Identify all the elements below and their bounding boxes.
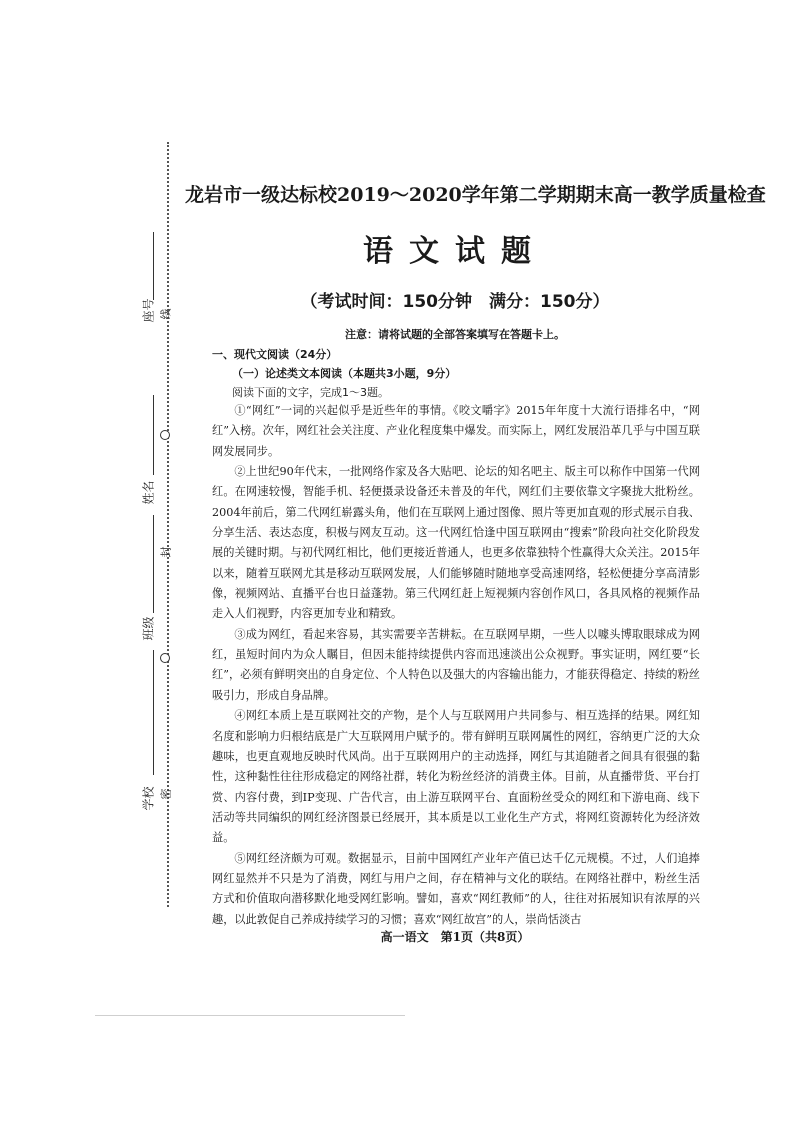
close-mark: 密	[159, 788, 173, 800]
name-label: 姓名	[141, 480, 156, 505]
scan-artifact-line	[95, 1015, 405, 1016]
subject-title: 语文试题	[363, 234, 547, 269]
notice: 注意：请将试题的全部答案填写在答题卡上。	[345, 328, 565, 341]
reading-instruction: 阅读下面的文字，完成1～3题。	[232, 386, 389, 399]
binding-hole-icon	[160, 653, 170, 663]
section-title: 一、现代文阅读（24分）	[212, 348, 338, 361]
exam-title: 龙岩市一级达标校2019～2020学年第二学期期末高一教学质量检查	[185, 184, 766, 206]
reading-passage	[212, 401, 700, 930]
paragraph: ①“网红”一词的兴起似乎是近些年的事情。《咬文嚼字》2015年年度十大流行语排名中，“网红”入榜。次年，网红社会关注度、产业化程度集中爆发。而实际上，网红发展沿革几乎与中国互联网发展同步。	[212, 404, 700, 458]
binding-hole-icon	[160, 430, 170, 440]
paragraph: ③成为网红，看起来容易，其实需要辛苦耕耘。在互联网早期，一些人以噱头博取眼球成为网红，虽短时间内为众人瞩目，但因未能持续提供内容而迅速淡出公众视野。事实证明，网红要“长红”，必须有鲜明突出的自身定位、个人特色以及强大的内容输出能力，才能获得稳定、持续的粉丝吸引力，形成自身品牌。	[212, 627, 700, 702]
page-footer: 高一语文 第1页（共8页）	[380, 930, 530, 944]
class-label: 班级	[141, 616, 156, 641]
time-score-info: （考试时间：150分钟 满分：150分）	[300, 292, 610, 312]
seat-label: 座号	[141, 298, 156, 323]
school-label: 学校	[141, 786, 156, 811]
paragraph: ②上世纪90年代末，一批网络作家及各大贴吧、论坛的知名吧主、版主可以称作中国第一代网红。在网速较慢，智能手机、轻便摄录设备还未普及的年代，网红们主要依靠文字聚拢大批粉丝。2004年前后，第二代网红崭露头角，他们在互联网上通过图像、照片等更加直观的形式展示自我、分享生活、表达态度，积极与网友互动。这一代网红恰逢中国互联网由“搜索”阶段向社交化阶段发展的关键时期。与初代网红相比，他们更接近普通人，也更多依靠独特个性赢得大众关注。2015年以来，随着互联网尤其是移动互联网发展，人们能够随时随地享受高速网络，轻松便捷分享高清影像，视频网站、直播平台也日益蓬勃。第三代网红赶上短视频内容创作风口，各具风格的视频作品走入人们视野，内容更加专业和精致。	[212, 465, 700, 621]
paragraph: ④网红本质上是互联网社交的产物，是个人与互联网用户共同参与、相互选择的结果。网红知名度和影响力归根结底是广大互联网用户赋予的。带有鲜明互联网属性的网红，容纳更广泛的大众趣味，也更直观地反映时代风尚。出于互联网用户的主动选择，网红与其追随者之间具有很强的黏性，这种黏性往往形成稳定的网络社群，转化为粉丝经济的消费主体。目前，从直播带货、平台打赏、内容付费，到IP变现、广告代言，由上游互联网平台、直面粉丝受众的网红和下游电商、线下活动等共同编织的网红经济图景已经展开，其本质是以工业化生产方式，将网红资源转化为经济效益。	[212, 709, 700, 845]
subsection-title: （一）论述类文本阅读（本题共3小题，9分）	[232, 367, 457, 380]
seat-fill-line	[153, 232, 154, 300]
line-mark: 线	[159, 308, 173, 320]
school-fill-line	[153, 650, 154, 775]
class-fill-line	[153, 515, 154, 613]
name-fill-line	[153, 395, 154, 475]
paragraph: ⑤网红经济颇为可观。数据显示，目前中国网红产业年产值已达千亿元规模。不过，人们追捧网红显然并不只是为了消费，网红与用户之间，存在精神与文化的联结。在网络社群中，粉丝生活方式和价值取向潜移默化地受网红影响。譬如，喜欢“网红教师”的人，往往对拓展知识有浓厚的兴趣，以此敦促自己养成持续学习的习惯；喜欢“网红故宫”的人，崇尚恬淡古	[212, 851, 700, 926]
seal-mark: 封	[159, 546, 173, 558]
